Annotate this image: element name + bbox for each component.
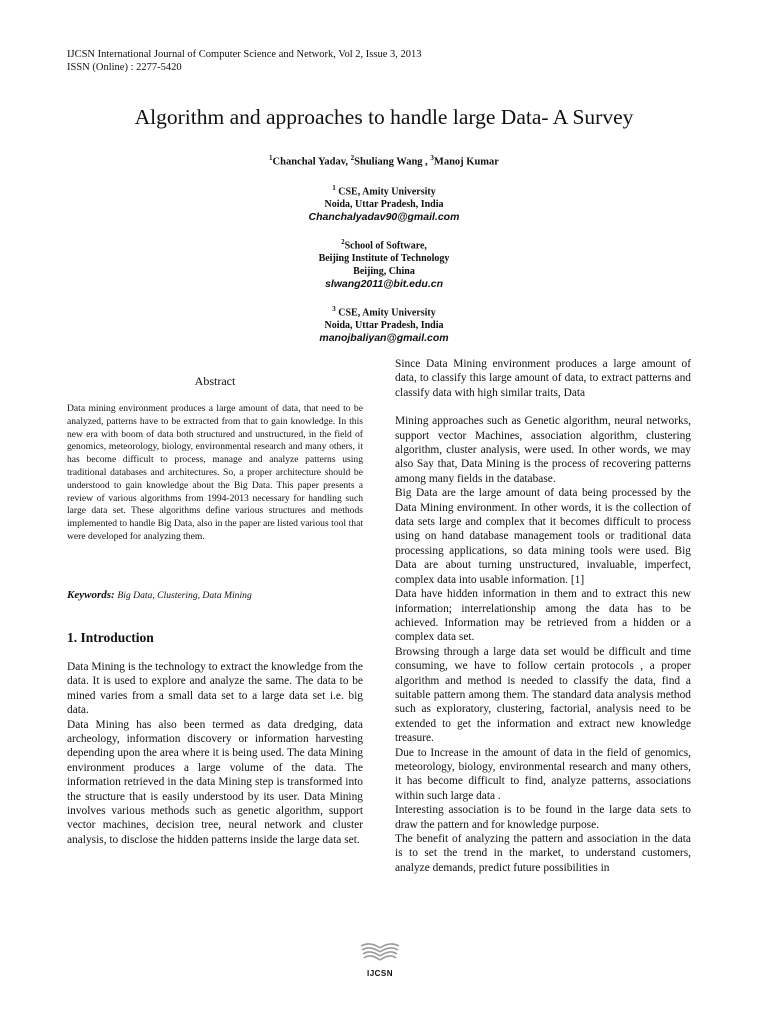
affiliation-1-sup: 1 xyxy=(332,184,336,192)
abstract-heading: Abstract xyxy=(194,374,236,388)
author-1-name: Chanchal Yadav, xyxy=(272,156,349,168)
affiliation-2-line2: Beijing Institute of Technology xyxy=(318,253,450,265)
body-paragraph: Data have hidden information in them and to extract this new information; interrelationship among the data has to be achieved. Information may be retrieved from a hidden or a complex data set. xyxy=(395,588,691,644)
body-paragraph: Mining approaches such as Genetic algorithm, neural networks, support vector Machines, association algorithm, clustering algorithm, cluster analysis, were used. In other words, we may also Say that, Data Mining is the process of recovering patterns among many fields in the database. xyxy=(395,415,691,485)
body-paragraph: Due to Increase in the amount of data in the field of genomics, meteorology, biology, environmental research and many others, it has become difficult to find, analyze patterns, associations within such large data . xyxy=(395,746,691,802)
affiliation-2-line1: School of Software, xyxy=(344,240,427,252)
affiliation-3 xyxy=(0,303,768,345)
body-paragraph: Browsing through a large data set would be difficult and time consuming, we have to follow certain protocols , a proper algorithm and method is needed to classify the data, find a suitable pattern among them. The standard data analysis method such as exploratory, clustering, factorial, analysis need to be extended to get the information and extract new knowledge treasure. xyxy=(395,645,691,745)
introduction-body xyxy=(67,660,363,847)
affiliation-3-email: manojbaliyan@gmail.com xyxy=(319,332,449,345)
book-page-right xyxy=(380,956,396,960)
open-book-icon xyxy=(357,940,403,964)
affiliation-3-line2: Noida, Uttar Pradesh, India xyxy=(324,320,444,332)
affiliation-1 xyxy=(0,182,768,224)
author-2-name: Shuliang Wang , xyxy=(354,156,428,168)
affiliation-1-line2: Noida, Uttar Pradesh, India xyxy=(324,199,444,211)
body-paragraph: Big Data are the large amount of data being processed by the Data Mining environment. In other words, it is the collection of data sets large and complex that it becomes difficult to process using on hand database management tools or traditional data processing applications, so data mining tools were used. Big Data are about turning unstructured, invaluable, imperfect, complex data into usable information. [1] xyxy=(395,487,691,586)
right-column-body xyxy=(395,357,691,875)
book-page-left xyxy=(364,956,380,960)
intro-paragraph: Data Mining has also been termed as data dredging, data archeology, information discovery or information harvesting depending upon the area where it is being used. The data Mining environment produces a large volume of the data. The information retrieved in the data Mining step is transformed into the structure that is easily understood by its user. Data Mining involves various methods such as genetic algorithm, support vector machines, decision tree, neural network and cluster analysis, to disclose the hidden patterns inside the large data set. xyxy=(67,718,363,846)
author-3-sup: 3 xyxy=(430,154,434,162)
author-1-sup: 1 xyxy=(269,154,273,162)
author-3-name: Manoj Kumar xyxy=(433,156,499,168)
journal-header: IJCSN International Journal of Computer Science and Network, Vol 2, Issue 3, 2013 xyxy=(67,49,422,60)
section-heading-introduction: 1. Introduction xyxy=(67,630,154,645)
body-paragraph: The benefit of analyzing the pattern and association in the data is to set the trend in the market, to understand customers, analyze demands, predict future possibilities in xyxy=(395,833,691,874)
author-list xyxy=(0,154,768,168)
affiliation-3-sup: 3 xyxy=(332,305,336,313)
affiliation-2 xyxy=(0,236,768,291)
keywords-label: Keywords: xyxy=(67,589,115,601)
affiliation-1-email: Chanchalyadav90@gmail.com xyxy=(308,211,460,224)
footer-logo xyxy=(350,940,410,978)
affiliation-2-email: slwang2011@bit.edu.cn xyxy=(325,278,443,291)
affiliation-3-line1: CSE, Amity University xyxy=(338,307,436,319)
affiliation-2-line3: Beijing, China xyxy=(353,266,415,278)
abstract-text: Data mining environment produces a large amount of data, that need to be analyzed, patterns have to be extracted from that to gain knowledge. In this new era with boom of data both structured and unstructured, in the field of genomics, meteorology, biology, environmental research and many others, it has become difficult to process, manage and analyze patterns using traditional databases and architectures. So, a proper architecture should be understood to gain knowledge about the Big Data. This paper presents a review of various algorithms from 1994-2013 necessary for handling such large data set. These algorithms define various structures and methods implemented to handle Big Data, also in the paper are listed various tool that were developed for analyzing them. xyxy=(67,403,363,542)
keywords xyxy=(67,589,363,601)
paper-title: Algorithm and approaches to handle large Data- A Survey xyxy=(134,105,634,129)
intro-paragraph: Data Mining is the technology to extract the knowledge from the data. It is used to explore and analyze the same. The data to be mined varies from a small data set to a large data set i.e. big data. xyxy=(67,661,363,717)
issn-line: ISSN (Online) : 2277-5420 xyxy=(67,62,182,73)
body-paragraph: Since Data Mining environment produces a large amount of data, to classify this large amount of data, to extract patterns and classify data with high similar traits, Data xyxy=(395,358,691,399)
affiliation-1-line1: CSE, Amity University xyxy=(338,186,436,198)
body-paragraph: Interesting association is to be found in the large data sets to draw the pattern and for knowledge purpose. xyxy=(395,804,691,831)
affiliation-2-sup: 2 xyxy=(341,238,345,246)
author-2-sup: 2 xyxy=(350,154,355,162)
keywords-text: Big Data, Clustering, Data Mining xyxy=(117,590,252,601)
footer-logo-text: IJCSN xyxy=(366,969,394,978)
